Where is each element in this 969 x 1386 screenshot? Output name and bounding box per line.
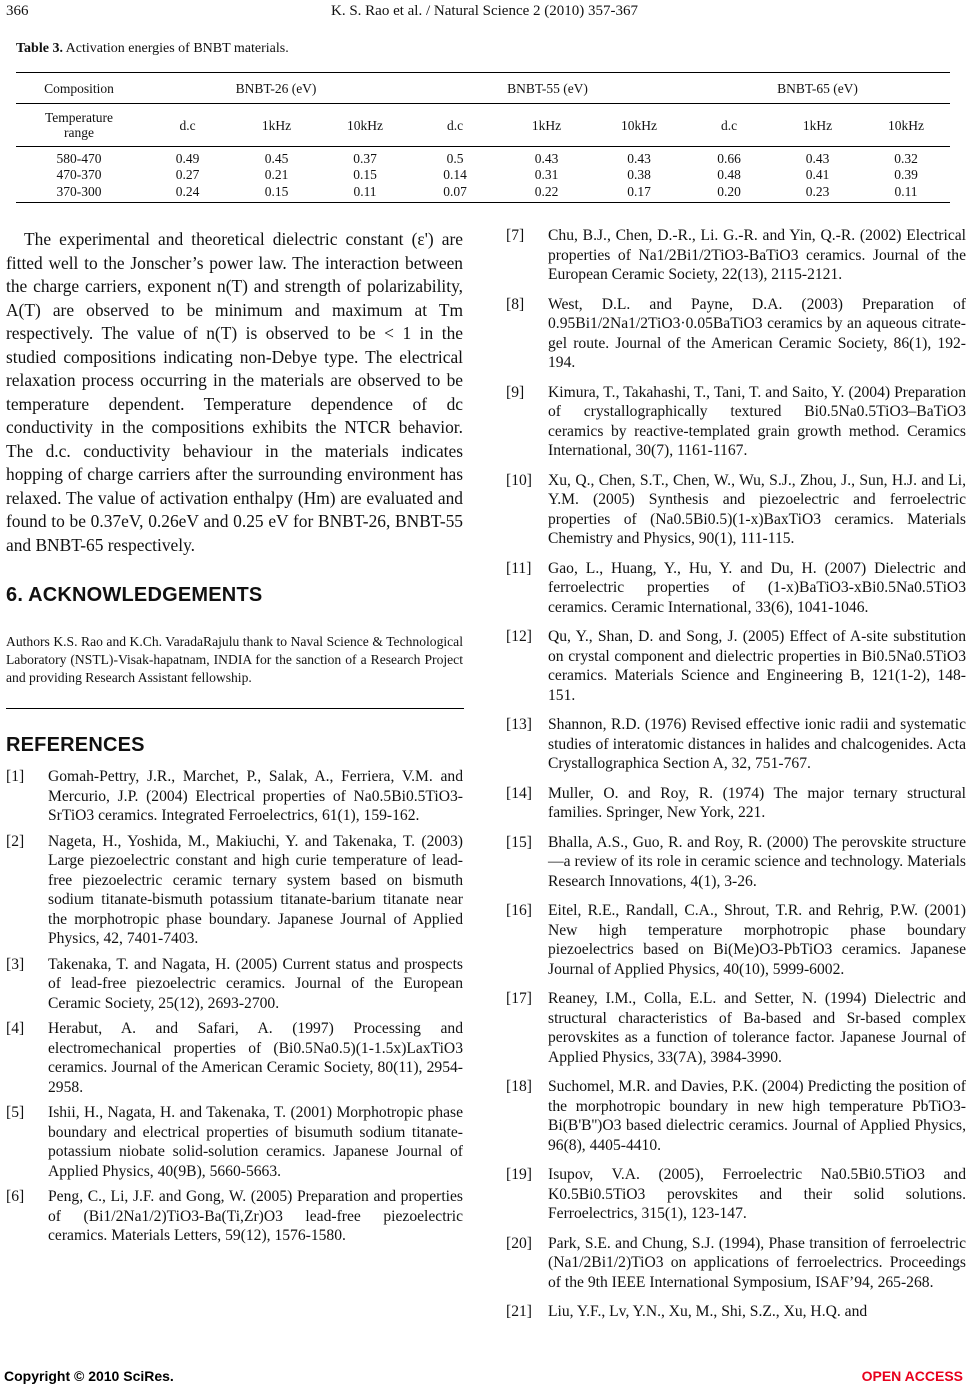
reference-text: Eitel, R.E., Randall, C.A., Shrout, T.R. and Rehrig, P.W. (2001) New high temperature morphotropic phase boundary piezoelectrics based on Bi(Me)O3-PbTiO3 ceramics. Japanese Journal of Applied Physics, 40(10), 5999-6002. xyxy=(548,902,966,978)
table-cell: 0.24 xyxy=(142,182,233,202)
subcol-header: 10kHz xyxy=(320,104,410,147)
reference-number: [2] xyxy=(6,832,25,850)
reference-list-left xyxy=(6,767,463,1246)
reference-number: [18] xyxy=(506,1078,532,1095)
table-cell: 0.43 xyxy=(805,151,830,166)
reference-list-right xyxy=(506,226,966,1322)
reference-item xyxy=(6,767,463,826)
left-column xyxy=(6,228,463,1246)
table-caption-text: Activation energies of BNBT materials. xyxy=(62,41,289,56)
reference-number: [10] xyxy=(506,471,532,489)
reference-text: Takenaka, T. and Nagata, H. (2005) Current status and prospects of lead-free piezoelectric ceramics. Journal of the European Ceramic Society, 25(12), 2693-2700. xyxy=(48,955,463,1012)
table-header-row xyxy=(16,73,950,104)
running-header xyxy=(0,3,969,23)
reference-text: Reaney, I.M., Colla, E.L. and Setter, N. (1994) Dielectric and structural characteristics of Ba-based and Sr-based complex perovskites as a function of tolerance factor. Japanese Journal of Applied Physics, 33(7A), 3984-3990. xyxy=(548,990,966,1066)
table-cell: 0.15 xyxy=(233,182,320,202)
subcol-header: 10kHz xyxy=(593,104,685,147)
reference-text: Gao, L., Huang, Y., Hu, Y. and Du, H. (2007) Dielectric and ferroelectric properties of (1-x)BaTiO3-xBi0.5Na0.5TiO3 ceramics. Ceramic International, 33(6), 1041-1046. xyxy=(548,559,966,616)
table-cell: 0.23 xyxy=(773,182,862,202)
reference-item xyxy=(506,1234,966,1293)
reference-text: Bhalla, A.S., Guo, R. and Roy, R. (2000) The perovskite structure—a review of its role in ceramic science and technology. Materials Research Innovations, 4(1), 3-26. xyxy=(548,833,966,890)
reference-text: Muller, O. and Roy, R. (1974) The major ternary structural families. Springer, New York, 221. xyxy=(548,784,966,821)
reference-number: [9] xyxy=(506,383,525,401)
reference-number: [5] xyxy=(6,1104,25,1121)
table-row xyxy=(16,182,950,202)
table-cell: 0.15 xyxy=(353,166,377,182)
table-cell: 0.11 xyxy=(320,182,410,202)
reference-number: [17] xyxy=(506,990,532,1007)
reference-text: Xu, Q., Chen, S.T., Chen, W., Wu, S.J., Zhou, J., Sun, H.J. and Li, Y.M. (2005) Synthesis and piezoelectric and ferroelectric properties of (Na0.5Bi0.5)(1-x)BaxTiO3 ceramics. Materials Chemistry and Physics, 90(1), 111-115. xyxy=(548,471,966,547)
table-cell: 0.20 xyxy=(685,182,773,202)
table-row xyxy=(16,147,950,167)
reference-item xyxy=(6,955,463,1014)
subcol-header: d.c xyxy=(685,104,773,147)
reference-text: Ishii, H., Nagata, H. and Takenaka, T. (2001) Morphotropic phase boundary and electrical properties of bisumuth sodium titanate-potassium niobate solid-solution ceramics. Japanese Journal of Applied Physics, 40(9B), 5660-5663. xyxy=(48,1104,463,1180)
table-cell: 0.07 xyxy=(410,182,500,202)
reference-item xyxy=(506,1077,966,1155)
table-cell: 0.37 xyxy=(353,151,377,166)
table-row xyxy=(16,166,950,182)
table-cell: 0.21 xyxy=(264,166,289,182)
acknowledgements-heading: 6. ACKNOWLEDGEMENTS xyxy=(6,584,263,606)
reference-item xyxy=(6,1187,463,1246)
reference-number: [15] xyxy=(506,833,532,851)
table-cell: 470-370 xyxy=(56,166,102,182)
table-cell: 0.27 xyxy=(175,166,200,182)
group-header: BNBT-26 (eV) xyxy=(142,73,410,104)
table-subheader-row xyxy=(16,104,950,147)
table-cell: 0.66 xyxy=(717,151,741,166)
reference-number: [14] xyxy=(506,784,532,802)
table-cell: 0.11 xyxy=(862,182,950,202)
table-cell: 580-470 xyxy=(56,151,102,166)
subcol-header: 1kHz xyxy=(233,104,320,147)
reference-text: Qu, Y., Shan, D. and Song, J. (2005) Effect of A-site substitution on crystal component and dielectric properties in Bi0.5Na0.5TiO3 ceramics. Materials Science and Engineering B, 121(1-2), 148-151. xyxy=(548,628,966,704)
table-cell: 0.31 xyxy=(534,166,559,182)
subcol-header: 10kHz xyxy=(862,104,950,147)
range-label-line2: range xyxy=(64,125,94,140)
temperature-range-header xyxy=(16,104,142,147)
table-cell: 0.14 xyxy=(443,166,467,182)
acknowledgements-text: Authors K.S. Rao and K.Ch. VaradaRajulu thank to Naval Science & Technological Laboratory (NSTL)-Visak-hapatnam, INDIA for the sanction of a Research Project and providing Research Assistant fellowship. xyxy=(6,634,463,685)
table-cell: 0.49 xyxy=(175,151,200,166)
reference-text: Peng, C., Li, J.F. and Gong, W. (2005) Preparation and properties of (Bi1/2Na1/2)TiO3-Ba(Ti,Zr)O3 lead-free piezoelectric ceramics. Materials Letters, 59(12), 1576-1580. xyxy=(48,1188,463,1244)
page-number: 366 xyxy=(6,3,29,19)
reference-item xyxy=(506,901,966,979)
table-cell: 0.5 xyxy=(446,151,464,166)
reference-item xyxy=(506,226,966,285)
table-cell: 0.43 xyxy=(627,151,651,166)
reference-text: West, D.L. and Payne, D.A. (2003) Preparation of 0.95Bi1/2Na1/2TiO3·0.05BaTiO3 ceramics by an aqueous citrate-gel route. Journal of the American Ceramic Society, 86(1), 192-194. xyxy=(548,295,966,371)
reference-number: [8] xyxy=(506,295,525,313)
subcol-header: 1kHz xyxy=(500,104,593,147)
reference-item xyxy=(506,715,966,774)
subcol-header: 1kHz xyxy=(773,104,862,147)
reference-number: [12] xyxy=(506,628,532,645)
right-column xyxy=(506,226,966,1332)
reference-number: [4] xyxy=(6,1020,25,1037)
table-cell: 0.45 xyxy=(264,151,289,166)
open-access-label: OPEN ACCESS xyxy=(861,1368,963,1384)
table-cell: 370-300 xyxy=(16,182,142,202)
reference-text: Gomah-Pettry, J.R., Marchet, P., Salak, A., Ferriera, V.M. and Mercurio, J.P. (2004) Electrical properties of Na0.5Bi0.5TiO3-SrTiO3 ceramics. Integrated Ferroelectrics, 61(1), 159-162. xyxy=(48,768,463,824)
reference-item xyxy=(506,989,966,1067)
reference-number: [7] xyxy=(506,227,525,244)
reference-item xyxy=(506,383,966,461)
subcol-header: d.c xyxy=(410,104,500,147)
reference-text: Kimura, T., Takahashi, T., Tani, T. and Saito, Y. (2004) Preparation of crystallographically textured Bi0.5Na0.5TiO3–BaTiO3 ceramics by reactive-templated grain growth method. Ceramics International, 30(7), 1161-1167. xyxy=(548,383,966,459)
range-label-line1: Temperature xyxy=(44,110,113,125)
reference-item xyxy=(506,784,966,823)
reference-number: [21] xyxy=(506,1303,532,1320)
reference-item xyxy=(506,833,966,892)
reference-text: Nageta, H., Yoshida, M., Makiuchi, Y. and Takenaka, T. (2003) Large piezoelectric constant and high curie temperature of lead-free piezoelectric ceramic ternary system based on bismuth sodium titanate-bismuth potassium titanate-barium titanate near the morphotropic phase boundary. Japanese Journal of Applied Physics, 42, 7401-7403. xyxy=(48,832,463,947)
subcol-header: d.c xyxy=(142,104,233,147)
reference-item xyxy=(506,471,966,549)
table-cell: 0.38 xyxy=(627,166,651,182)
references-heading: REFERENCES xyxy=(6,734,145,756)
table-caption-label: Table 3. xyxy=(16,41,63,56)
table-cell: 0.41 xyxy=(805,166,830,182)
reference-item xyxy=(6,1103,463,1181)
reference-item xyxy=(506,1165,966,1224)
copyright-notice: Copyright © 2010 SciRes. xyxy=(4,1368,174,1384)
reference-item xyxy=(506,295,966,373)
reference-number: [19] xyxy=(506,1166,532,1183)
reference-item xyxy=(6,832,463,949)
reference-number: [6] xyxy=(6,1188,25,1205)
group-header: BNBT-65 (eV) xyxy=(685,73,950,104)
conclusion-paragraph: The experimental and theoretical dielectric constant (ε') are fitted well to the Jonscher’s power law. The interaction between the charge carriers, exponent n(T) and strength of polarizability, A(T) are observed to be minimum and maximum at Tm respectively. The value of n(T) is observed to be < 1 in the studied compositions indicating non-Debye type. The electrical relaxation process occurring in the materials are observed to be temperature dependent. Temperature dependence of dc conductivity in the compositions exhibits the NTCR behavior. The d.c. conductivity behaviour in the materials indicates hopping of charge carriers after the surrounding environment has relaxed. The value of activation enthalpy (Hm) are evaluated and found to be 0.37eV, 0.26eV and 0.25 eV for BNBT-26, BNBT-55 and BNBT-65 respectively. xyxy=(6,229,463,555)
reference-item xyxy=(506,559,966,618)
reference-text: Isupov, V.A. (2005), Ferroelectric Na0.5Bi0.5TiO3 and K0.5Bi0.5TiO3 perovskites and their solid solutions. Ferroelectrics, 315(1), 123-147. xyxy=(548,1166,966,1222)
reference-number: [16] xyxy=(506,902,532,919)
reference-text: Liu, Y.F., Lv, Y.N., Xu, M., Shi, S.Z., Xu, H.Q. and xyxy=(548,1303,868,1320)
reference-item xyxy=(506,1302,966,1322)
activation-energy-table xyxy=(16,72,950,203)
composition-header: Composition xyxy=(16,73,142,104)
table-cell: 0.17 xyxy=(593,182,685,202)
table-cell: 0.48 xyxy=(717,166,741,182)
reference-number: [3] xyxy=(6,955,25,973)
reference-number: [20] xyxy=(506,1234,532,1252)
table-cell: 0.39 xyxy=(894,166,918,182)
table-cell: 0.43 xyxy=(534,151,559,166)
reference-text: Chu, B.J., Chen, D.-R., Li. G.-R. and Yin, Q.-R. (2002) Electrical properties of Na1/2Bi1/2TiO3-BaTiO3 ceramics. Journal of the European Ceramic Society, 22(13), 2115-2121. xyxy=(548,227,966,283)
reference-item xyxy=(6,1019,463,1097)
reference-item xyxy=(506,627,966,705)
reference-number: [11] xyxy=(506,559,532,577)
table-cell: 0.32 xyxy=(894,151,918,166)
group-header: BNBT-55 (eV) xyxy=(410,73,685,104)
reference-text: Suchomel, M.R. and Davies, P.K. (2004) Predicting the position of the morphotropic boundary in new high temperature PbTiO3-Bi(B'B'')O3 based dielectric ceramics. Journal of Applied Physics, 96(8), 4405-4410. xyxy=(548,1078,966,1154)
reference-number: [13] xyxy=(506,716,532,733)
running-title: K. S. Rao et al. / Natural Science 2 (2010) 357-367 xyxy=(330,3,638,19)
reference-text: Park, S.E. and Chung, S.J. (1994), Phase transition of ferroelectric (Na1/2Bi1/2)TiO3 on applications of ferroelectrics. Proceedings of the 9th IEEE International Symposium, ISAF’94, 265-268. xyxy=(548,1234,966,1291)
reference-text: Herabut, A. and Safari, A. (1997) Processing and electromechanical properties of (Bi0.5Na0.5)(1-1.5x)LaxTiO3 ceramics. Journal of the American Ceramic Society, 80(11), 2954-2958. xyxy=(48,1020,463,1096)
table-cell: 0.22 xyxy=(500,182,593,202)
reference-number: [1] xyxy=(6,768,25,785)
table-caption xyxy=(16,41,289,57)
section-divider xyxy=(6,708,464,709)
reference-text: Shannon, R.D. (1976) Revised effective ionic radii and systematic studies of interatomic distances in halides and chalcogenides. Acta Crystallographica Section A, 32, 751-767. xyxy=(548,716,966,772)
